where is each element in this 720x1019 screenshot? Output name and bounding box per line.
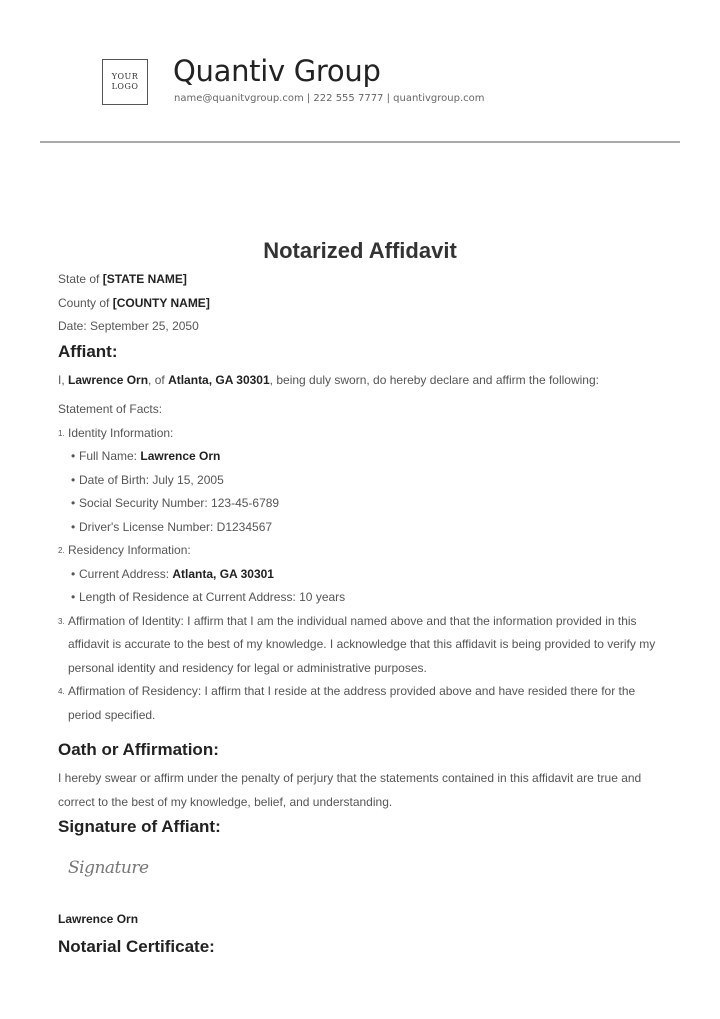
bullet-icon: • (71, 566, 76, 581)
company-name: Quantiv Group (173, 54, 381, 88)
header-divider (40, 141, 680, 143)
affiant-heading: Affiant: (58, 341, 118, 361)
logo-placeholder (102, 59, 148, 105)
bullet-icon: • (71, 590, 76, 604)
list-subitem (58, 563, 658, 587)
signature-heading: Signature of Affiant: (58, 817, 221, 836)
state-value: [STATE NAME] (102, 272, 187, 286)
signature-image: Signature (68, 858, 149, 878)
document-header (0, 0, 720, 150)
company-contact: name@quanitvgroup.com | 222 555 7777 | quantivgroup.com (174, 93, 485, 104)
list-item (58, 539, 658, 563)
subitem-label: Current Address: (79, 566, 173, 581)
statement-heading: Statement of Facts: (58, 402, 163, 416)
state-line (58, 268, 658, 292)
date-line: Date: September 25, 2050 (58, 319, 199, 333)
subitem-value: Atlanta, GA 30301 (172, 566, 274, 581)
county-value: [COUNTY NAME] (112, 295, 210, 310)
state-label: State of (58, 272, 103, 286)
list-item (58, 680, 658, 727)
subitem-label: Social Security Number: 123-45-6789 (79, 496, 280, 510)
list-subitem (58, 586, 658, 610)
signer-name: Lawrence Orn (58, 912, 139, 926)
subitem-label: Date of Birth: July 15, 2005 (79, 472, 224, 487)
subitem-label: Driver's License Number: D1234567 (79, 519, 273, 534)
bullet-icon: • (71, 496, 76, 510)
bullet-icon: • (71, 449, 76, 463)
county-label: County of (58, 295, 113, 310)
affiant-prefix: I, (58, 372, 69, 387)
affiant-statement (58, 369, 658, 393)
item-number: 2. (58, 546, 65, 555)
logo-text-line1: YOUR (111, 72, 139, 81)
affiant-name: Lawrence Orn (68, 372, 149, 387)
list-subitem (58, 469, 658, 493)
oath-text: I hereby swear or affirm under the penalty of perjury that the statements contained in this affidavit are true and correct to the best of my knowledge, belief, and understanding. (58, 771, 642, 809)
bullet-icon: • (71, 472, 76, 487)
county-line (58, 292, 658, 316)
list-subitem (58, 516, 658, 540)
document-title: Notarized Affidavit (263, 238, 457, 263)
list-subitem (58, 445, 658, 469)
affiant-middle: , of (148, 372, 169, 387)
affiant-address: Atlanta, GA 30301 (168, 372, 270, 387)
logo-text-line2: LOGO (111, 82, 139, 91)
bullet-icon: • (71, 519, 76, 534)
subitem-value: Lawrence Orn (140, 449, 221, 463)
item-text: Residency Information: (68, 543, 191, 557)
item-text: Identity Information: (68, 425, 174, 440)
item-number: 4. (58, 687, 65, 696)
item-number: 1. (58, 428, 65, 438)
facts-list (58, 422, 658, 728)
document-body (58, 234, 658, 960)
item-text: Affirmation of Identity: I affirm that I am the individual named above and that the information provided in this affidavit is accurate to the best of my knowledge. I acknowledge that this affidavit is being provided to verify my personal identity and residency for legal or administrative purposes. (68, 613, 656, 675)
item-text: Affirmation of Residency: I affirm that I reside at the address provided above and have resided there for the period specified. (68, 684, 636, 722)
list-subitem (58, 492, 658, 516)
notarial-certificate-heading: Notarial Certificate: (58, 936, 215, 956)
list-item (58, 422, 658, 446)
affiant-suffix: , being duly sworn, do hereby declare and affirm the following: (269, 372, 599, 387)
subitem-label: Length of Residence at Current Address: 10 years (79, 590, 346, 604)
subitem-label: Full Name: (79, 449, 141, 463)
oath-heading: Oath or Affirmation: (58, 740, 219, 759)
list-item (58, 610, 658, 681)
item-number: 3. (58, 616, 65, 626)
